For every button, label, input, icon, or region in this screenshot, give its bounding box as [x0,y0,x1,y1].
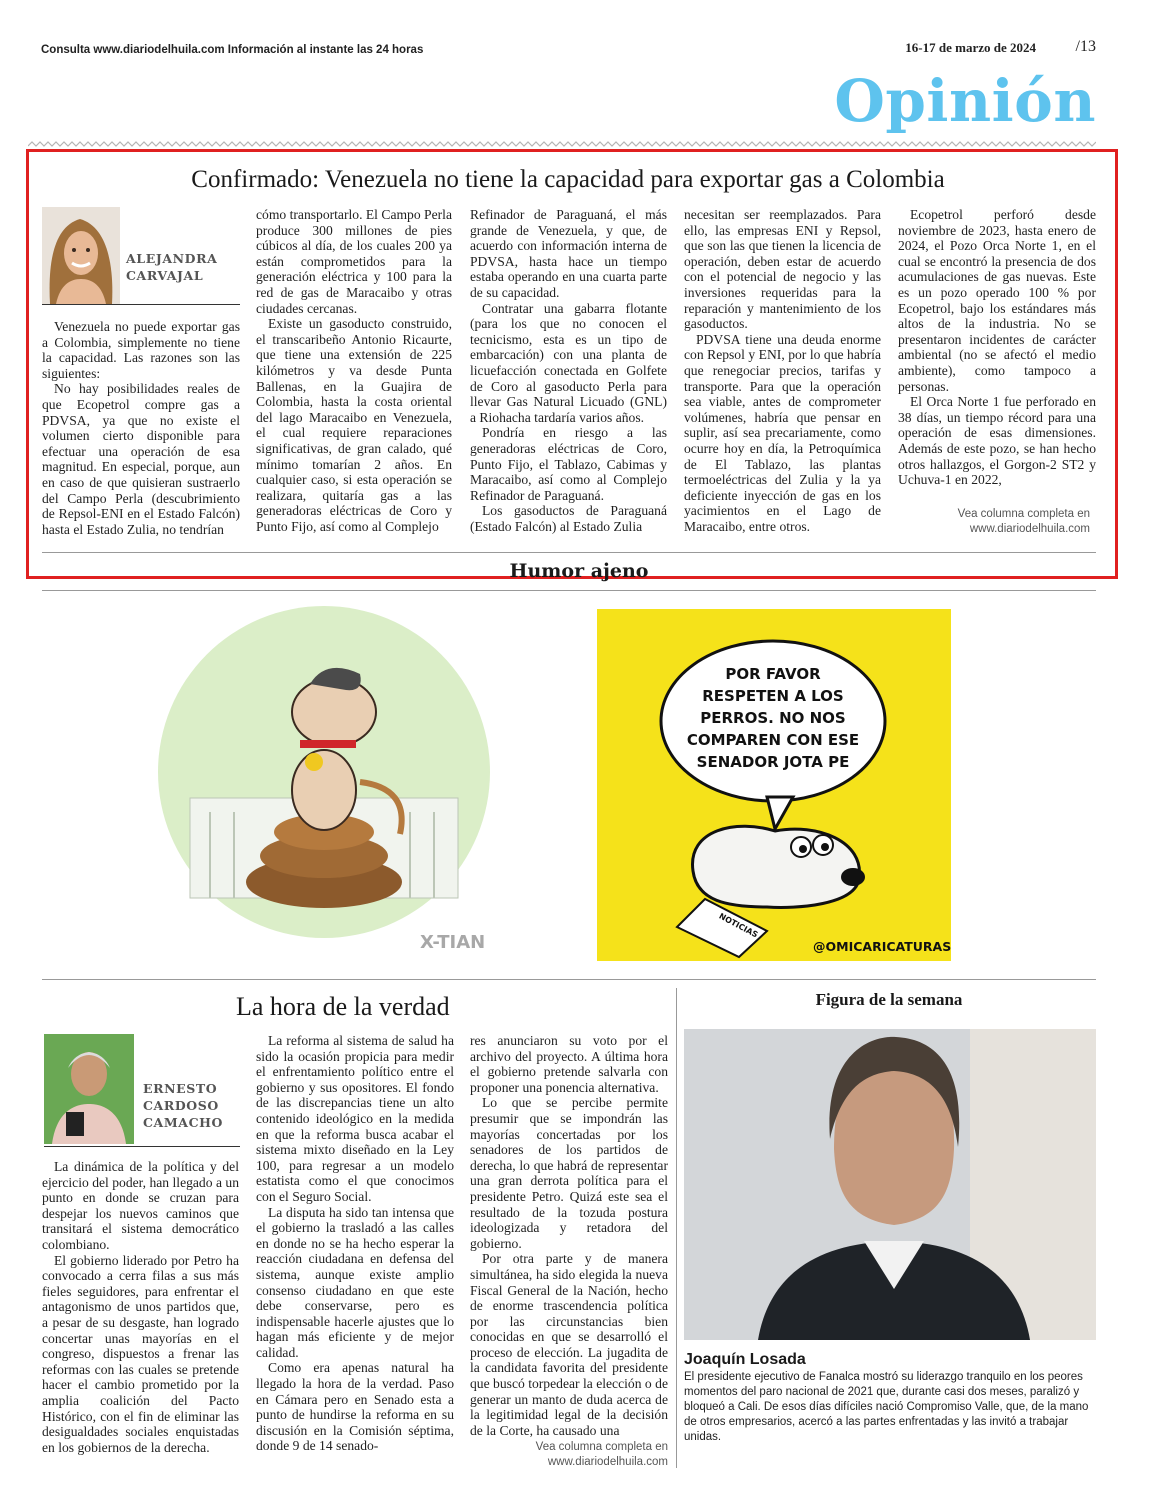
zigzag-divider [28,140,1096,148]
article2-headline: La hora de la verdad [236,992,450,1021]
site-tagline: Consulta www.diariodelhuila.com Información al instante las 24 horas [41,44,424,56]
article1-column-1: Venezuela no puede exportar gas a Colombia, simplemente no tiene la capacidad. Las razones son las siguientes: No hay posibilidades reales de que Ecopetrol compre gas a PDVSA, ya que no existe el volumen cierto disponible para efectuar una operación de esa magnitud. En especial, porque, aun en caso de que quisieran sustraerlo del Campo Perla (descubrimiento de Repsol-ENI en el Estado Falcón) hasta el Estado Zulia, no tendrían [42,319,240,537]
article1-headline: Confirmado: Venezuela no tiene la capacidad para exportar gas a Colombia [191,166,945,193]
figura-title: Figura de la semana [815,990,963,1009]
author-rule [42,304,240,305]
humor-bottom-rule [42,979,1096,980]
author-name-2: ERNESTO CARDOSO CAMACHO [143,1081,224,1130]
cartoon-left [150,602,510,962]
figura-name: Joaquín Losada [684,1351,806,1368]
author-photo-alejandra [42,207,120,304]
author-name: ALEJANDRA CARVAJAL [126,251,218,283]
article1-column-4: necesitan ser reemplazados. Para ello, las empresas ENI y Repsol, que son las que tienen la licencia de operación, deben estar de acuerdo con el potencial de negocio y las inversiones requeridas para la reparación y mantenimiento de los gasoductos. PDVSA tiene una deuda enorme con Repsol y ENI, por lo que habría que renegociar precios, tarifas y transporte. Para que la operación sea viable, antes de comprometer volúmenes, habría que pensar en suplir, así sea precariamente, como ocurre hoy en día, la Petroquímica de El Tablazo, las plantas termoeléctricas del Zulia y la ya deficiente inyección de gas en los yacimientos en el Lago de Maracaibo, entre otros. [684,207,881,534]
cartoon-right [597,609,951,961]
page-number: /13 [1075,38,1096,55]
article2-column-3: res anunciaron su voto por el archivo del proyecto. A última hora el gobierno pretende salvarla con proponer una ponencia alternativa. Lo que se percibe permite presumir que se impondrán las mayorías concertadas por los senadores de los partidos de derecha, lo que habrá de representar una gran derrota política para el presidente Petro. Quizá este sea el resultado de la tozuda postura ideologizada y retadora del gobierno. Por otra parte y de manera simultánea, ha sido elegida la nueva Fiscal General de la Nación, hecho de enorme trascendencia política por las circunstancias bien conocidas en que se desarrolló el proceso de elección. La jugadita de la candidata favorita del presidente que buscó torpedear la elección o de generar un manto de duda acerca de la legitimidad legal de la decisión de la Corte, ha causado una [470,1033,668,1437]
column-divider [676,988,677,1468]
article1-column-3: Refinador de Paraguaná, el más grande de Venezuela, y que, de acuerdo con información interna de PDVSA, hasta hace un tiempo estaba operando en una cuarta parte de su capacidad. Contratar una gabarra flotante (para los que no conocen el tecnicismo, esta es un tipo de embarcación) con una planta de licuefacción conectada en Golfete de Coro al gasoducto Perla para llevar Gas Natural Licuado (GNL) a Riohacha tardaría varios años. Pondría en riesgo a las generadoras eléctricas de Coro, Punto Fijo, el Tablazo, Cabimas y Maracaibo, así como al Complejo Refinador de Paraguaná. Los gasoductos de Paraguaná (Estado Falcón) al Estado Zulia [470,207,667,534]
figura-photo [684,1029,1096,1340]
speech-bubble-text: POR FAVOR RESPETEN A LOS PERROS. NO NOS COMPAREN CON ESE SENADOR JOTA PE [686,665,860,771]
author-photo-ernesto [44,1034,134,1144]
author-rule-2 [44,1146,240,1147]
cartoon-left-credit: X-TIAN [420,932,486,953]
article1-column-5: Ecopetrol perforó desde noviembre de 2023, hasta enero de 2024, el Pozo Orca Norte 1, en el cual se encontró la presencia de dos acumulaciones de gas nuevas. Este es un pozo operado 100 % por Ecopetrol, bajo los estándares más altos de la industria. No se presentaron incidentes de carácter ambiental (no se afectó el medio ambiente), como tampoco a personas. El Orca Norte 1 fue perforado en 38 días, un tiempo récord para una operación de esas dimensiones. Además de este pozo, se han hecho otros hallazgos, el Gorgon-2 ST2 y Uchuva-1 en 2022, [898,207,1096,488]
article1-column-2: cómo transportarlo. El Campo Perla produce 300 millones de pies cúbicos al día, de los cuales 200 ya están comprometidos para la generación eléctrica y 100 para la red de gas de Maracaibo y otras ciudades cercanas. Existe un gasoducto construido, el transcaribeño Antonio Ricaurte, que tiene una extensión de 225 kilómetros y va desde Punta Ballenas, en la Guajira de Colombia, hasta la costa oriental del lago Maracaibo en Venezuela, el cual requiere reparaciones significativas, de gran calado, qué mínimo tomarían 2 años. En cualquier caso, si esta operación se realizara, quitaría gas a las generadoras eléctricas de Coro y Punto Fijo, así como al Complejo [256,207,452,534]
article2-column-1: La dinámica de la política y del ejercicio del poder, han llegado a un punto en donde se cruzan para despejar los nuevos caminos que transitará el sistema democrático colombiano. El gobierno liderado por Petro ha convocado a cerra filas a sus más fieles seguidores, para enfrentar el antagonismo de unos partidos que, a pesar de su desgaste, han logrado concertar unas mayorías en el congreso, dispuestos a frenar las reformas con las cuales se pretende hacer el cambio prometido por la amplia coalición del Pacto Histórico, con el fin de eliminar las desigualdades sociales enquistadas en los gobiernos de la derecha. [42,1159,239,1455]
article2-more-link[interactable]: Vea columna completa en www.diariodelhuila.com [535,1441,668,1468]
article1-more-link[interactable]: Vea columna completa en www.diariodelhuila.com [957,508,1090,535]
article1-bottom-rule [42,552,1096,553]
figura-text: El presidente ejecutivo de Fanalca mostró su liderazgo tranquilo en los peores momentos del paro nacional de 2021 que, durante casi dos meses, paralizó y bloqueó a Cali. De esos días difíciles nació Compromiso Valle, que, de la mano de otros empresarios, acercó a las partes enfrentadas y las invitó a trabajar unidas. [684,1371,1089,1443]
article2-column-2: La reforma al sistema de salud ha sido la ocasión propicia para medir el enfrentamiento político entre el gobierno y sus opositores. El fondo de las discrepancias tiene un alto contenido ideológico en la medida en que la reforma busca acabar el sistema mixto diseñado en la Ley 100, para regresar a un modelo estatista como el que conocimos con el Seguro Social. La disputa ha sido tan intensa que el gobierno la trasladó a las calles en donde no se ha hecho esperar la reacción ciudadana en defensa del sistema, aunque existe amplio consenso ciudadano en que este debe conservarse, pero es indispensable hacerle ajustes que lo hagan más eficiente y de mejor calidad. Como era apenas natural ha llegado la hora de la verdad. Paso en Cámara pero en Senado esta a punto de hundirse la reforma en su discusión en la Comisión séptima, donde 9 de 14 senado- [256,1033,454,1454]
issue-date: 16-17 de marzo de 2024 [905,40,1036,55]
cartoon-right-credit: @OMICARICATURAS [813,939,951,954]
section-title: Opinión [834,67,1096,135]
newspaper-label: NOTICIAS [717,911,760,940]
humor-title: Humor ajeno [509,560,649,582]
humor-rule [42,590,1096,591]
